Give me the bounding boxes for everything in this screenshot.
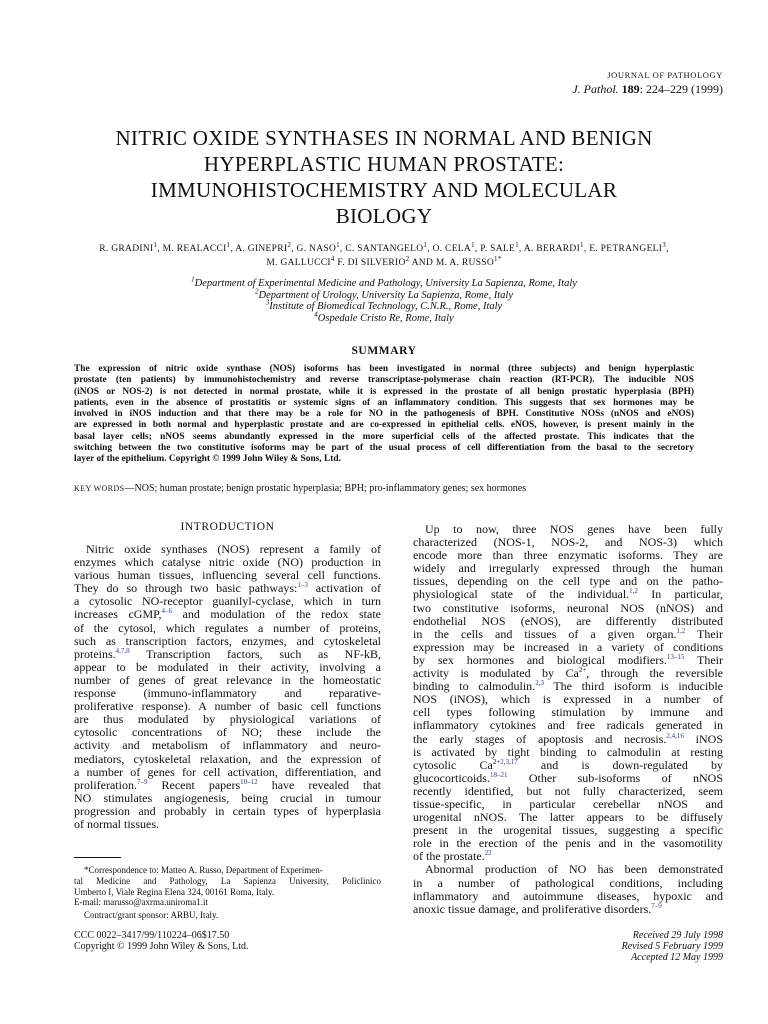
body-line	[413, 680, 723, 693]
body-line	[413, 549, 723, 562]
body-text: appear to be modulated in their activity, involving a	[74, 660, 381, 674]
affiliation-marker: 2	[255, 287, 259, 296]
body-text: recently identified, but not fully characterized, seem	[413, 784, 723, 798]
footnote-line: tal Medicine and Pathology, La Sapienza University, Policlinico	[74, 875, 381, 886]
body-text: Up to now, three NOS genes have been fully	[425, 523, 723, 536]
body-line	[413, 575, 723, 588]
body-text: two constitutive isoforms, neuronal NOS (nNOS) and	[413, 601, 723, 615]
body-text: physiological state of the individual.	[413, 588, 630, 602]
author-name: A. BERARDI	[523, 244, 581, 254]
author-affil-marker: 4	[330, 254, 335, 263]
body-text: Other sub-isoforms of nNOS	[507, 771, 723, 785]
right-column-text	[413, 523, 723, 916]
affiliation-marker: 3	[265, 298, 270, 307]
body-text: progression and probably in certain types of hyperplasia	[74, 804, 381, 818]
body-line	[74, 582, 381, 595]
body-text: the early stages of apoptosis and necrosis.	[413, 732, 667, 746]
body-line	[413, 523, 723, 536]
copyright-notice: Copyright © 1999 John Wiley & Sons, Ltd.	[74, 941, 249, 953]
summary-line: The expression of nitric oxide synthase (NOS) isoforms has been investigated in normal (three subjects) and benign hyperplastic	[74, 364, 694, 374]
summary-heading: SUMMARY	[351, 345, 417, 357]
received-dates	[622, 930, 723, 964]
keywords	[74, 483, 694, 494]
body-text: NO stimulates angiogenesis, being crucial in tumour	[74, 791, 381, 805]
body-text: expression may be increased in a variety of conditions	[413, 640, 723, 654]
body-text: activity and metabolism of inflammatory and neuro-	[74, 739, 381, 753]
body-line	[413, 746, 723, 759]
body-text: cytosolic concentrations of NO; these include the	[74, 726, 381, 740]
body-text: of normal tissues.	[74, 817, 159, 831]
affiliation-marker: 4	[314, 310, 318, 319]
body-text: , through the reversible	[586, 667, 723, 681]
reference-citation: 2,3,17	[500, 758, 518, 766]
journal-volume: 189	[621, 82, 640, 96]
body-text: activity is modulated by Ca	[413, 667, 579, 681]
journal-citation	[572, 82, 723, 96]
footnote-line: *Correspondence to: Matteo A. Russo, Department of Experimen-	[84, 865, 323, 875]
body-line	[74, 792, 381, 805]
body-text: have revealed that	[257, 778, 381, 792]
body-text: increases cGMP,	[74, 608, 162, 622]
author-affil-marker: 1	[515, 240, 519, 249]
body-text: Nitric oxide synthases (NOS) represent a family of	[86, 543, 381, 556]
author-separator: ,	[518, 244, 524, 254]
ion-charge-superscript: 2+	[492, 758, 501, 766]
journal-pages: : 224–229 (1999)	[639, 82, 723, 96]
body-line	[74, 739, 381, 752]
body-text: proliferative response). A number of basic cell functions	[74, 700, 381, 714]
body-text: urogenital nNOS. The latter appears to be diffusely	[413, 811, 723, 825]
author-affil-marker: 1*	[494, 254, 502, 263]
article-title	[40, 125, 728, 229]
body-line	[413, 785, 723, 798]
body-text: inflammatory and autoimmune diseases, hypoxic and	[413, 889, 723, 903]
body-line	[74, 726, 381, 739]
body-line	[413, 602, 723, 615]
title-line: NITRIC OXIDE SYNTHASES IN NORMAL AND BENIGN	[115, 126, 653, 150]
reference-citation: 7–9	[651, 902, 662, 910]
affiliation-text: Ospedale Cristo Re, Rome, Italy	[317, 312, 454, 324]
body-line	[74, 805, 381, 818]
body-text: Transcription factors, such as NF-kB,	[129, 647, 381, 661]
author-affil-marker: 2	[405, 254, 410, 263]
author-name: R. GRADINI	[99, 244, 154, 254]
body-text: is activated by tight binding to calmodulin at resting	[413, 745, 723, 759]
body-line	[413, 903, 723, 916]
body-line	[413, 759, 723, 772]
reference-citation: 1–3	[297, 582, 308, 590]
body-text: iNOS	[683, 732, 723, 746]
body-text: of the prostate.	[413, 850, 485, 864]
body-text: number of genes of great relevance in the homeostatic	[74, 673, 381, 687]
author-separator: ,	[230, 244, 236, 254]
body-text: various human tissues, influencing several cell functions.	[74, 569, 381, 583]
body-text: proteins.	[74, 647, 116, 661]
body-line	[413, 628, 723, 641]
body-text: cytosolic Ca	[413, 758, 493, 772]
summary-line: basal layer cells; nNOS seems abundantly expressed in the more superficial cells of the affected prostate. This indicates that the	[74, 431, 694, 442]
body-line	[74, 779, 381, 792]
copyright-block	[74, 930, 249, 952]
reference-citation: 4,7,8	[115, 647, 130, 655]
body-line	[413, 890, 723, 903]
author-affil-marker: 1	[153, 240, 158, 249]
body-text: Abnormal production of NO has been demonstrated	[425, 863, 723, 877]
body-text: In particular,	[637, 588, 723, 602]
author-separator: ,	[157, 244, 163, 254]
author-separator: ,	[291, 244, 297, 254]
body-text: of the cytosol, which regulates a number of proteins,	[74, 621, 381, 635]
affiliation-text: Department of Experimental Medicine and Pathology, University La Sapienza, Rome, Italy	[194, 278, 577, 289]
body-text: response (immuno-inflammatory and reparative-	[74, 687, 381, 701]
author-affil-marker: 1	[423, 240, 428, 249]
body-line	[413, 588, 723, 601]
body-text: and modulation of the redox state	[172, 608, 381, 622]
body-line	[413, 641, 723, 654]
reference-citation: 4–6	[161, 608, 172, 616]
author-name: F. DI SILVERIO	[337, 258, 406, 268]
body-text: activation of	[307, 582, 381, 596]
body-line	[74, 713, 381, 726]
reference-citation: 2,4,16	[666, 732, 684, 740]
reference-citation: 1,2	[676, 627, 686, 635]
journal-header	[572, 68, 723, 96]
title-line: HYPERPLASTIC HUMAN PROSTATE:	[203, 152, 565, 176]
summary-line: are expressed in both normal and hyperplastic prostate and are co-expressed in epithelial cells. eNOS, however, is present mainly in the	[74, 420, 694, 431]
reference-citation: 18–21	[489, 771, 508, 779]
reference-citation: 22	[484, 850, 492, 858]
body-text: cell types following stimulation by immune and	[413, 706, 723, 720]
keywords-text: —NOS; human prostate; benign prostatic hyperplasia; BPH; pro-inflammatory genes; sex hormones	[124, 483, 527, 494]
introduction-heading: INTRODUCTION	[180, 521, 275, 533]
accepted-date: Accepted 12 May 1999	[631, 952, 723, 964]
reference-citation: 7–9	[136, 778, 148, 786]
body-line	[74, 635, 381, 648]
reference-citation: 1,2	[629, 588, 638, 596]
author-name: M. GALLUCCI	[266, 258, 331, 268]
summary-line: layer of the epithelium. Copyright © 1999 John Wiley & Sons, Ltd.	[74, 454, 341, 465]
affiliation-text: Institute of Biomedical Technology, C.N.R., Rome, Italy	[269, 301, 503, 313]
title-line: IMMUNOHISTOCHEMISTRY AND MOLECULAR	[150, 178, 618, 202]
body-line	[74, 648, 381, 661]
body-text: Their	[684, 653, 723, 667]
body-text: present in the urogenital tissues, suggesting a specific	[413, 824, 723, 838]
author-name: P. SALE	[480, 244, 516, 254]
body-line	[74, 674, 381, 687]
affiliations	[40, 275, 728, 324]
author-and: AND	[411, 258, 434, 268]
body-text: encode more than three enzymatic isoforms. They are	[413, 549, 723, 563]
title-line: BIOLOGY	[335, 204, 433, 228]
journal-abbrev: J. Pathol.	[572, 82, 619, 96]
summary-line: (iNOS or NOS-2) is not detected in normal prostate, while it is expressed in the prostate of all benign prostatic hyperplasia (BPH)	[74, 386, 694, 397]
body-text: widely and irregularly expressed through the human	[413, 562, 723, 576]
body-text: such as transcription factors, enzymes, and cytoskeletal	[74, 634, 381, 648]
affiliation	[40, 310, 728, 325]
author-affil-marker: 2	[287, 240, 292, 249]
body-text: binding to calmodulin.	[413, 680, 536, 694]
body-text: The third isoform is inducible	[543, 680, 723, 694]
body-line	[74, 595, 381, 608]
reference-citation: 2,3	[535, 680, 544, 688]
body-text: mediators, cytoskeletal relaxation, and the expression of	[74, 752, 381, 766]
body-text: endothelial NOS (eNOS), are differently distributed	[413, 614, 723, 628]
body-line	[74, 700, 381, 713]
summary-line: switching between the two constitutive isoforms may be part of the usual process of cell differentiation from the basal to the secretory	[74, 443, 694, 454]
footnote-line: Umberto I, Viale Regina Elena 324, 00161 Roma, Italy.	[74, 886, 275, 897]
body-line	[74, 687, 381, 700]
body-line	[413, 837, 723, 850]
body-text: characterized (NOS-1, NOS-2, and NOS-3) which	[413, 536, 723, 550]
body-text: NOS (iNOS), which is expressed in a number of	[413, 693, 723, 707]
journal-name: JOURNAL OF PATHOLOGY	[607, 70, 723, 80]
ccc-code: CCC 0022–3417/99/110224–06$17.50	[74, 930, 230, 941]
author-name: M. A. RUSSO	[435, 258, 495, 268]
body-line	[413, 733, 723, 746]
body-text: They do so through two basic pathways:	[74, 582, 298, 596]
author-name: G. NASO	[296, 244, 337, 254]
body-line	[413, 811, 723, 824]
body-line	[413, 654, 723, 667]
body-line	[74, 661, 381, 674]
revised-date: Revised 5 February 1999	[621, 941, 723, 953]
body-text: anoxic tissue damage, and proliferative disorders.	[413, 902, 652, 916]
reference-citation: 10–12	[240, 778, 258, 786]
author-name: E. PETRANGELI	[589, 244, 663, 254]
body-line	[74, 753, 381, 766]
author-affil-marker: 1	[580, 240, 584, 249]
body-line	[74, 608, 381, 621]
grant-sponsor: Contract/grant sponsor: ARBU, Italy.	[84, 910, 219, 921]
body-line	[413, 824, 723, 837]
body-text: a number of genes for cell activation, differentiation, and	[74, 765, 381, 779]
body-line	[74, 622, 381, 635]
author-name: A. GINEPRI	[235, 244, 288, 254]
body-text: proliferation.	[74, 778, 137, 792]
author-separator: ,	[474, 244, 481, 254]
body-text: in a number of pathological conditions, including	[413, 876, 723, 890]
body-line	[74, 543, 381, 556]
author-name: M. REALACCI	[162, 244, 227, 254]
body-line	[413, 706, 723, 719]
author-separator: ,	[427, 244, 433, 254]
body-line	[413, 798, 723, 811]
author-affil-marker: 3	[662, 240, 667, 249]
affiliation-marker: 1	[191, 275, 195, 284]
left-column-text	[74, 543, 381, 831]
reference-citation: 13–15	[666, 653, 685, 661]
affiliation	[40, 298, 728, 313]
author-affil-marker: 1	[336, 240, 340, 249]
author-line-2	[40, 256, 728, 270]
body-line	[413, 719, 723, 732]
body-line	[413, 850, 723, 863]
summary-abstract	[74, 364, 694, 466]
author-list	[40, 242, 728, 270]
correspondence-footnote	[74, 865, 381, 921]
author-name: O. CELA	[432, 244, 472, 254]
body-line	[74, 569, 381, 582]
body-text: glucocorticoids.	[413, 771, 490, 785]
author-separator: ,	[339, 244, 346, 254]
summary-line: involved in iNOS induction and that there may be a role for NO in the pathogenesis of BPH. Constitutive NOSs (nNOS and eNOS)	[74, 409, 694, 420]
body-line	[413, 877, 723, 890]
body-text: a cytosolic NO-receptor guanilyl-cyclase, which in turn	[74, 595, 381, 609]
keywords-label: KEY WORDS	[74, 484, 125, 493]
body-line	[413, 615, 723, 628]
body-line	[74, 556, 381, 569]
author-line-1	[40, 242, 728, 256]
body-line	[413, 536, 723, 549]
body-text: by sex hormones and biological modifiers.	[413, 653, 667, 667]
author-name: C. SANTANGELO	[345, 244, 424, 254]
body-text: tissues, depending on the cell type and on the patho-	[413, 575, 723, 589]
body-text: in the cells and tissues of a given organ.	[413, 627, 677, 641]
body-line	[74, 766, 381, 779]
body-line	[413, 693, 723, 706]
affiliation	[40, 275, 728, 290]
body-text: Recent papers	[147, 778, 241, 792]
footnote-rule	[74, 857, 121, 858]
body-text: enzymes which catalyse nitric oxide (NO) production in	[74, 556, 381, 570]
affiliation-text: Department of Urology, University La Sapienza, Rome, Italy	[258, 289, 513, 301]
author-affil-marker: 1	[471, 240, 475, 249]
received-date: Received 29 July 1998	[632, 930, 723, 941]
author-affil-marker: 1	[226, 240, 231, 249]
body-line	[74, 818, 381, 831]
body-line	[413, 772, 723, 785]
body-text: Their	[685, 627, 723, 641]
author-separator: ,	[666, 244, 669, 254]
body-text: are thus modulated by physiological variations of	[74, 713, 381, 727]
body-text: inflammatory cytokines and free radicals generated in	[413, 719, 723, 733]
body-text: role in the erection of the penis and in the vasomotility	[413, 837, 723, 851]
affiliation	[40, 287, 728, 302]
summary-line: prostate (ten patients) by immunohistochemistry and reverse transcriptase-polymerase chain reaction (RT-PCR). The inducible NOS	[74, 375, 694, 386]
body-line	[413, 863, 723, 876]
summary-line: patients, even in the absence of prostatitis or systemic signs of an inflammatory condition. This suggests that sex hormones may be	[74, 397, 694, 408]
ion-charge-superscript: 2+	[578, 667, 587, 675]
author-separator: ,	[583, 244, 590, 254]
body-line	[413, 667, 723, 680]
body-text: and is down-regulated by	[517, 758, 723, 772]
body-line	[413, 562, 723, 575]
footnote-email: E-mail: marusso@axrma.uniroma1.it	[74, 897, 209, 908]
body-text: tissue-specific, in particular cerebellar nNOS and	[413, 797, 723, 811]
